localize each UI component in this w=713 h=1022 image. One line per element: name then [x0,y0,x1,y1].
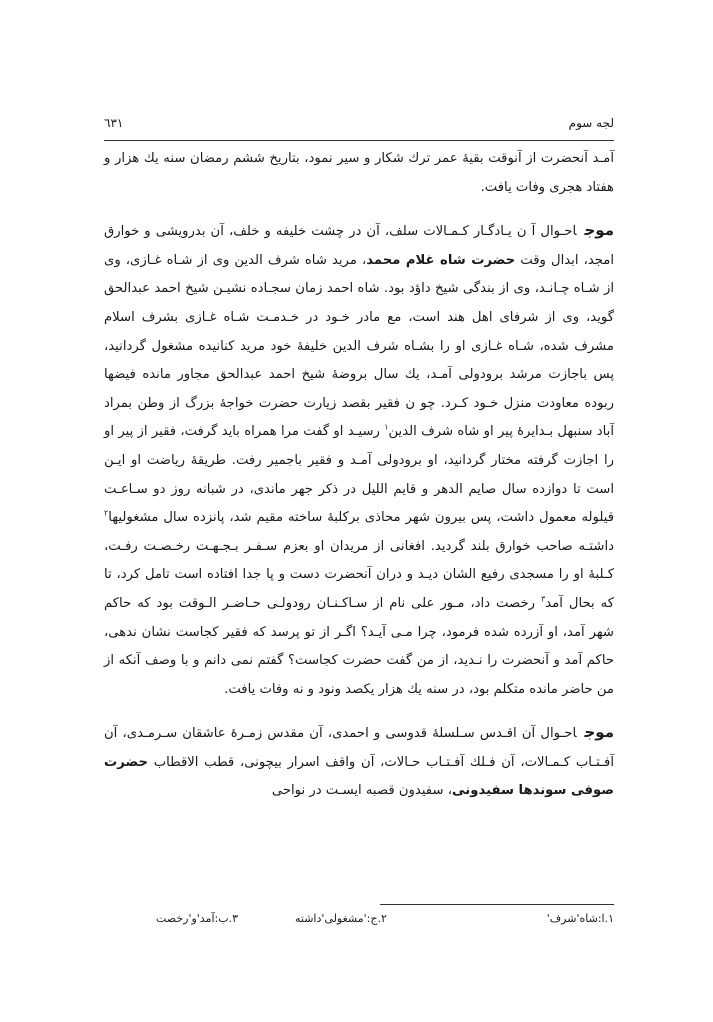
intro-paragraph: آمـد آنحضرت از آنوقت بقیۀ عمر ترك شكار و سیر نمود، بتاریخ ششم رمضان سنه یك هزار و هفتاد هجری وفات یافت. [104,151,614,195]
running-header [104,116,614,138]
text-run: ، سفیدون قصبه ایسـت در نواحی [271,783,452,799]
text-run: احـوال آ ن یـادگـار کـمـالات سلف، آن در چشت خلیفه و خلف، آن بدرویشی و خوارق امجد، ابدال وقت [104,224,614,268]
person-name: حضرت صوفی سوندها سفیدونی [104,754,614,799]
section-paragraph-1 [104,216,614,704]
header-rule [104,140,614,141]
page-number: ٦٣١ [104,116,124,130]
footnote-1: ١.ا:شاه'شرف' [546,912,614,925]
chapter-title: لجه سوم [568,116,614,130]
section-keyword: موج [584,221,614,240]
footnote-marker: ٣ [540,594,546,604]
person-name: حضرت شاه غلام محمد [366,252,516,268]
section-keyword: موج [584,723,614,742]
footnote-marker: ٢ [104,508,109,518]
footnote-marker: ١ [384,422,389,432]
footnote-2: ٢.ج:'مشغولی'داشته [295,912,387,925]
footnote-3: ٣.ب:آمد'و'رخصت [156,912,239,925]
body-text [104,145,614,806]
section-paragraph-2 [104,718,614,806]
text-run: احـوال آن اقـدس سـلسلۀ قدوسی و احمدی، آن مقدس زمـرۀ عاشقان سـرمـدی، آن آفـتـاب کـمـالات، آن فـلك آفـتـاب حـالات، آن واقف اسرار بیچونی، قطب الاقطاب [104,726,614,770]
footnote-rule [380,904,614,905]
text-run: داشتـه صاحب خوارق بلند گردید. افغانی از مریدان او بعزم سـفـر بـجـهـت رخـصـت رفـت، کـلبۀ او را مسجدی رفیع الشان دیـد و دران آنحضرت دست و پا جدا افتاده است تامل کرد، تا که بحال آمد [104,538,614,611]
text-run: رسیـد او گفت مرا همراه باید گرفت، فقیر از پیر او را اجازت گرفته مختار گردانید، او برودولی آمـد و فقیر باجمیر رفت. طریقۀ ریاضت او ایـن است تا دوازده سال صایم الدهر و قایم اللیل در ذکر جهر ماندی، در شبانه روز دو سـاعـت قیلوله معمول داشت، پس بیرون شهر محاذی برکلبۀ ساخته مقیم شد، پانزده سال مشغولیها [104,424,614,526]
text-run: رخصت داد، مـور علی نام از سـاکـنـان رودولـی حـاضـر الـوقت بود که حاکم شهر آمد، او آزرده شده فرمود، چرا مـی آیـد؟ اگـر از تو پرسد که فقیر کجاست نشان ندهی، حاکم آمد و آنحضرت را نـدید، از من گفت حضرت کجاست؟ گفتم نمی دانم و با وصف آنکه از من حاضر مانده متکلم بود، در سنه یك هزار یکصد ونود و نه وفات یافت. [104,595,614,697]
text-run: ، مرید شاه شرف الدین وی از شـاه غـازی، وی از شـاه چـانـد، وی از بندگی شیخ داؤد بود. شاه احمد زمان سجـاده نشیـن شیخ احمد عبدالحق گوید، وی از شرفای اهل هند است، مع مادر خـود در خـدمـت شـاه غـازی بشرف اسلام مشرف شده، شـاه غـازی او را بشـاه شرف الدین خلیفۀ خود مرید کنانیده مشغول گردانید، پس باجازت مرشد برودولی آمـد، یك سال بروضۀ شیخ احمد عبدالحق مجاور مانده فیضها ربوده معاودت منزل خـود کـرد. چو ن فقیر بقصد زیارت حضرت خواجۀ بزرگ از وطن بمراد آباد سنبهل بـدایرۀ پیر او شاه شرف الدین [104,252,614,440]
